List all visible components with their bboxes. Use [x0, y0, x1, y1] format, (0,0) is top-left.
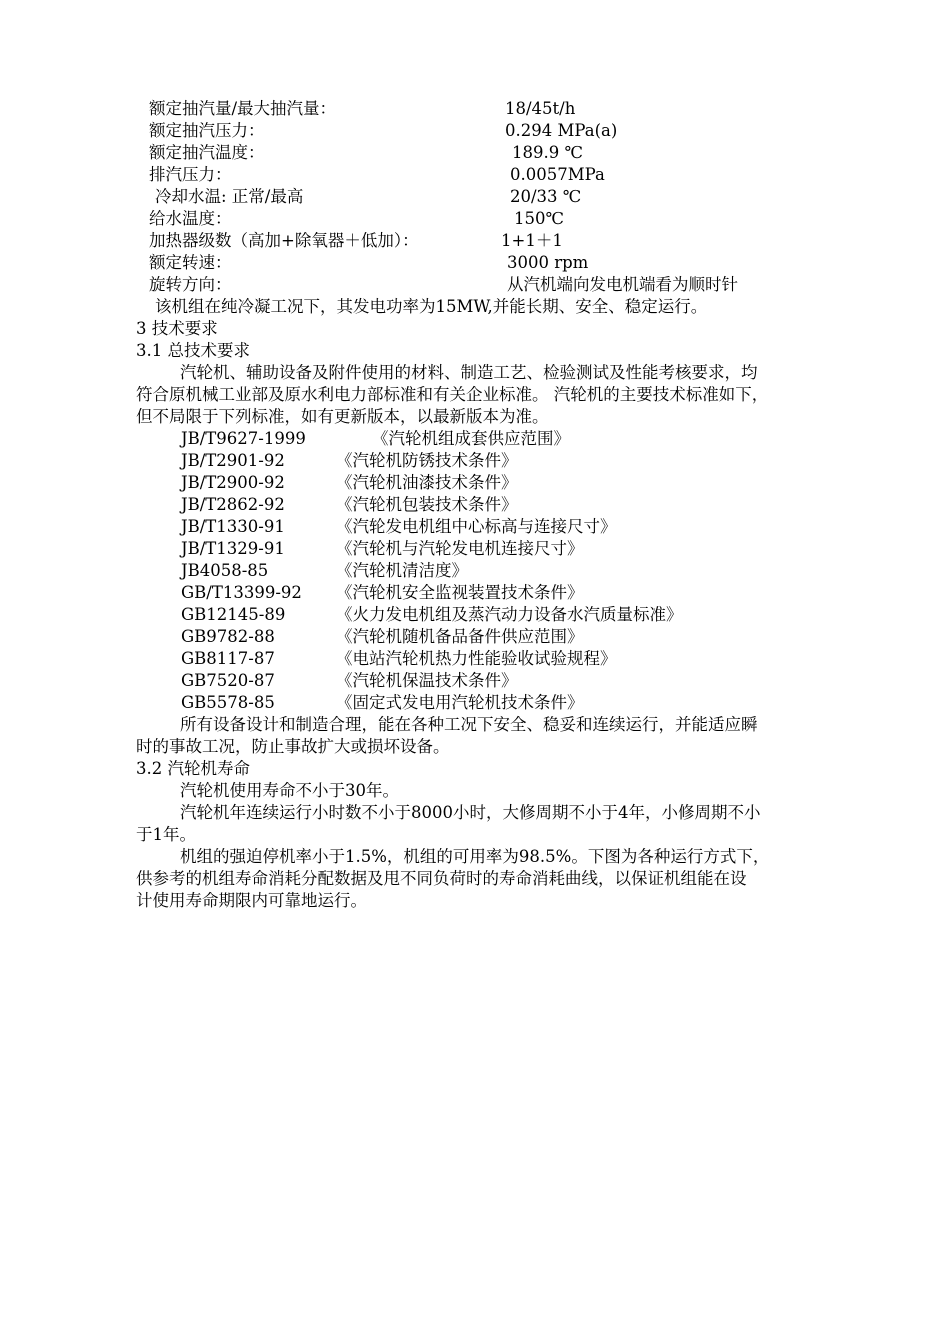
standard-title: 《汽轮机清洁度》 [336, 561, 468, 580]
paragraph-line: 时的事故工况，防止事故扩大或损坏设备。 [136, 737, 450, 756]
standard-title: 《汽轮机随机备品备件供应范围》 [336, 627, 584, 646]
standard-code: GB8117-87 [181, 649, 275, 668]
standard-title: 《汽轮机组成套供应范围》 [372, 429, 570, 448]
param-label: 加热器级数（高加+除氧器＋低加）： [149, 231, 419, 250]
standard-code: JB/T9627-1999 [181, 429, 306, 448]
param-value: 150℃ [514, 209, 564, 228]
param-value: 从汽机端向发电机端看为顺时针 [507, 275, 738, 294]
standard-code: JB/T1330-91 [181, 517, 285, 536]
standard-code: GB7520-87 [181, 671, 275, 690]
param-label: 额定抽汽温度： [149, 143, 265, 162]
standard-title: 《电站汽轮机热力性能验收试验规程》 [336, 649, 617, 668]
standard-code: JB/T2901-92 [181, 451, 285, 470]
standard-code: JB/T2900-92 [181, 473, 285, 492]
param-value: 20/33 ℃ [510, 187, 582, 206]
param-label: 给水温度： [149, 209, 232, 228]
standard-title: 《汽轮机油漆技术条件》 [336, 473, 518, 492]
paragraph-line: 供参考的机组寿命消耗分配数据及甩不同负荷时的寿命消耗曲线，以保证机组能在设 [136, 869, 747, 888]
standard-title: 《汽轮机安全监视装置技术条件》 [336, 583, 584, 602]
param-label: 额定抽汽压力： [149, 121, 265, 140]
standard-title: 《固定式发电用汽轮机技术条件》 [336, 693, 584, 712]
section-heading: 3 技术要求 [136, 319, 218, 338]
standard-code: GB5578-85 [181, 693, 275, 712]
param-value: 0.294 MPa(a) [505, 121, 618, 140]
subsection-heading: 3.2 汽轮机寿命 [136, 759, 250, 778]
param-label: 冷却水温: 正常/最高 [155, 187, 304, 206]
standard-title: 《汽轮机保温技术条件》 [336, 671, 518, 690]
param-label: 排汽压力： [149, 165, 232, 184]
standard-title: 《汽轮机包装技术条件》 [336, 495, 518, 514]
standard-code: GB12145-89 [181, 605, 286, 624]
standard-title: 《汽轮发电机组中心标高与连接尺寸》 [336, 517, 617, 536]
standard-code: GB/T13399-92 [181, 583, 302, 602]
standard-code: GB9782-88 [181, 627, 275, 646]
param-label: 额定抽汽量/最大抽汽量： [149, 99, 337, 118]
paragraph-line: 汽轮机、辅助设备及附件使用的材料、制造工艺、检验测试及性能考核要求，均 [180, 363, 758, 382]
paragraph-line: 计使用寿命期限内可靠地运行。 [136, 891, 367, 910]
standard-code: JB4058-85 [181, 561, 269, 580]
paragraph-line: 但不局限于下列标准，如有更新版本，以最新版本为准。 [136, 407, 549, 426]
param-value: 0.0057MPa [510, 165, 605, 184]
param-label: 额定转速： [149, 253, 232, 272]
standard-title: 《汽轮机防锈技术条件》 [336, 451, 518, 470]
paragraph-line: 机组的强迫停机率小于1.5%，机组的可用率为98.5%。下图为各种运行方式下， [180, 847, 770, 866]
summary-text: 该机组在纯冷凝工况下，其发电功率为15MW,并能长期、安全、稳定运行。 [155, 297, 708, 316]
paragraph-line: 汽轮机使用寿命不小于30年。 [180, 781, 399, 800]
param-value: 3000 rpm [507, 253, 589, 272]
param-label: 旋转方向： [149, 275, 232, 294]
paragraph-line: 于1年。 [136, 825, 196, 844]
paragraph-line: 汽轮机年连续运行小时数不小于8000小时，大修周期不小于4年，小修周期不小 [180, 803, 761, 822]
standard-code: JB/T2862-92 [181, 495, 285, 514]
standard-code: JB/T1329-91 [181, 539, 285, 558]
standard-title: 《汽轮机与汽轮发电机连接尺寸》 [336, 539, 584, 558]
paragraph-line: 所有设备设计和制造合理，能在各种工况下安全、稳妥和连续运行，并能适应瞬 [180, 715, 758, 734]
param-value: 1+1＋1 [501, 231, 563, 250]
param-value: 189.9 ℃ [512, 143, 583, 162]
param-value: 18/45t/h [505, 99, 576, 118]
paragraph-line: 符合原机械工业部及原水利电力部标准和有关企业标准。 汽轮机的主要技术标准如下， [136, 385, 769, 404]
standard-title: 《火力发电机组及蒸汽动力设备水汽质量标准》 [336, 605, 683, 624]
subsection-heading: 3.1 总技术要求 [136, 341, 250, 360]
